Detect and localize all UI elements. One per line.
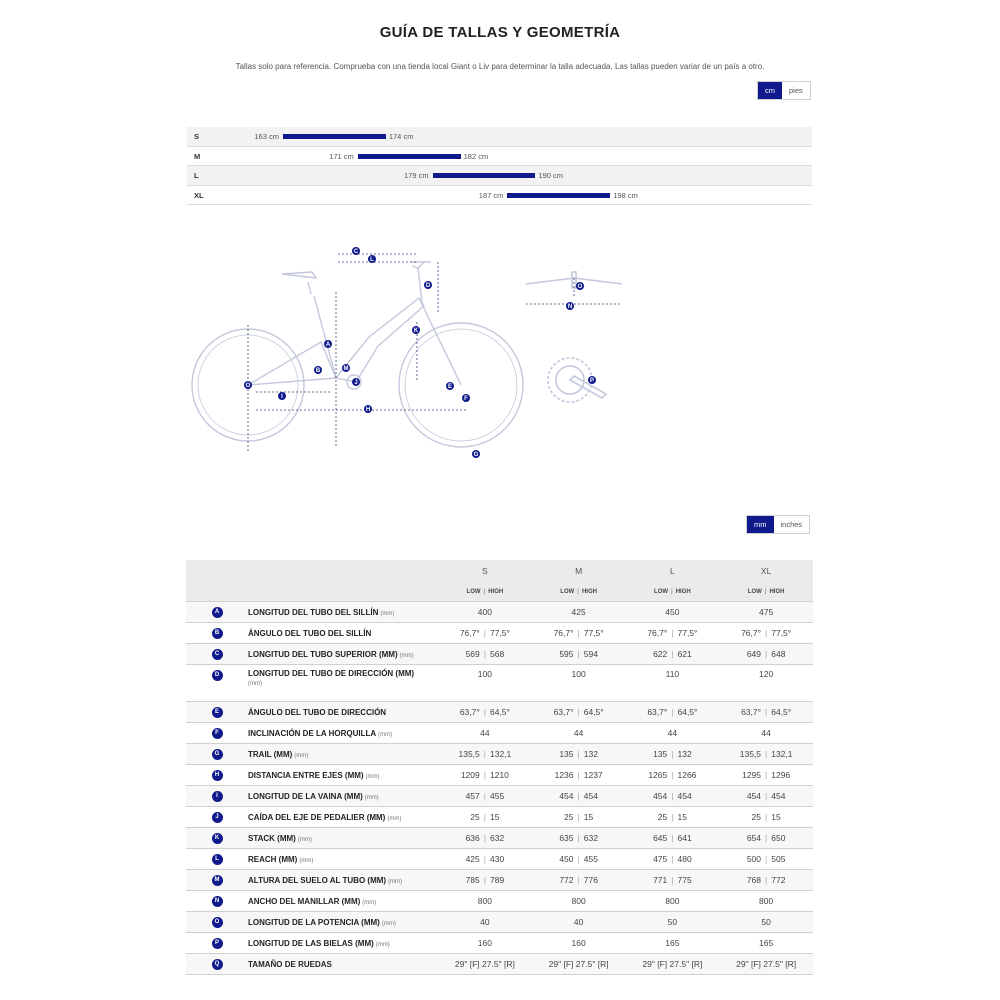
row-label: ALTURA DEL SUELO AL TUBO (MM) [248, 875, 387, 885]
value-cell: 649 | 648 [719, 644, 813, 665]
value-cell: 25 | 15 [626, 807, 720, 828]
row-letter-badge: D [212, 670, 223, 681]
row-label: TAMAÑO DE RUEDAS [248, 959, 332, 969]
height-min-label: 163 cm [254, 132, 279, 141]
value-cell: 654 | 650 [719, 828, 813, 849]
row-label: TRAIL (MM) [248, 749, 293, 759]
geometry-row [186, 891, 813, 912]
svg-text:A: A [325, 342, 331, 348]
value-cell: 135,5 | 132,1 [438, 744, 532, 765]
high-value: 132 [677, 749, 692, 759]
height-size-label: XL [194, 190, 204, 200]
geometry-row [186, 786, 813, 807]
value-cell: 454 | 454 [532, 786, 626, 807]
row-letter-badge: C [212, 649, 223, 660]
geometry-row [186, 870, 813, 891]
value-cell: 771 | 775 [626, 870, 720, 891]
value-cell: 1209 | 1210 [438, 765, 532, 786]
geometry-row [186, 933, 813, 954]
value-cell: 29" [F] 27.5" [R] [438, 954, 532, 975]
height-range-row [187, 186, 812, 206]
value-cell: 450 [626, 602, 720, 623]
row-letter-badge: K [212, 833, 223, 844]
geometry-row [186, 849, 813, 870]
height-max-label: 198 cm [613, 190, 638, 200]
height-range-bar [283, 134, 386, 139]
value-cell: 50 [719, 912, 813, 933]
marker-d [424, 281, 432, 289]
svg-text:B: B [315, 368, 321, 374]
marker-b [314, 366, 322, 374]
value-cell: 120 [719, 665, 813, 702]
value-cell: 165 [719, 933, 813, 954]
row-label: LONGITUD DE LAS BIELAS (MM) [248, 938, 374, 948]
height-range-bar [358, 154, 461, 159]
high-value: 430 [489, 854, 505, 864]
svg-text:L: L [370, 257, 374, 263]
high-value: 77,5° [489, 628, 510, 638]
svg-text:I: I [281, 394, 283, 400]
value-cell: 645 | 641 [626, 828, 720, 849]
row-unit: (mm) [365, 773, 380, 780]
row-unit: (mm) [388, 878, 403, 885]
low-value: 1295 [742, 770, 762, 780]
low-value: 649 [746, 649, 762, 659]
high-value: 455 [489, 791, 505, 801]
high-value: 64,5° [771, 707, 792, 717]
high-value: 632 [583, 833, 598, 843]
low-value: 645 [653, 833, 668, 843]
marker-o-stem [576, 282, 584, 290]
value-cell: 135 | 132 [626, 744, 720, 765]
unit-option-inches[interactable]: inches [774, 516, 810, 533]
value-cell: 110 [626, 665, 720, 702]
value-cell: 454 | 454 [626, 786, 720, 807]
marker-m [342, 364, 350, 372]
row-letter-badge: L [212, 854, 223, 865]
value-cell: 800 [438, 891, 532, 912]
value-cell: 160 [532, 933, 626, 954]
value-cell: 29" [F] 27.5" [R] [626, 954, 720, 975]
high-value: 132,1 [489, 749, 512, 759]
low-value: 25 [564, 812, 574, 822]
height-range-chart [187, 127, 812, 205]
value-cell: 29" [F] 27.5" [R] [532, 954, 626, 975]
marker-h [364, 405, 372, 413]
value-cell: 50 [626, 912, 720, 933]
geometry-row [186, 828, 813, 849]
value-cell: 100 [532, 665, 626, 702]
row-letter-badge: M [212, 875, 223, 886]
row-label: REACH (MM) [248, 854, 298, 864]
value-cell: 772 | 776 [532, 870, 626, 891]
size-header: L [626, 560, 720, 582]
value-cell: 29" [F] 27.5" [R] [719, 954, 813, 975]
high-value: 77,5° [771, 628, 792, 638]
value-cell: 569 | 568 [438, 644, 532, 665]
geometry-row [186, 602, 813, 623]
value-cell: 63,7° | 64,5° [438, 702, 532, 723]
size-header: S [438, 560, 532, 582]
marker-f [462, 394, 470, 402]
row-label: DISTANCIA ENTRE EJES (MM) [248, 770, 364, 780]
row-unit: (mm) [399, 652, 414, 659]
high-value: 64,5° [583, 707, 604, 717]
row-label: LONGITUD DEL TUBO DE DIRECCIÓN (MM) [248, 669, 415, 678]
value-cell: 63,7° | 64,5° [719, 702, 813, 723]
low-value: 76,7° [459, 628, 480, 638]
high-value: 632 [489, 833, 505, 843]
size-header: M [532, 560, 626, 582]
low-value: 135 [559, 749, 574, 759]
low-value: 76,7° [741, 628, 762, 638]
high-value: 775 [677, 875, 692, 885]
geometry-row [186, 807, 813, 828]
high-value: 621 [677, 649, 692, 659]
row-label: LONGITUD DE LA POTENCIA (MM) [248, 917, 380, 927]
value-cell: 76,7° | 77,5° [532, 623, 626, 644]
value-cell: 44 [532, 723, 626, 744]
low-high-label: LOW | HIGH [438, 582, 532, 602]
value-cell: 135 | 132 [532, 744, 626, 765]
low-value: 63,7° [459, 707, 480, 717]
value-cell: 25 | 15 [438, 807, 532, 828]
value-cell: 595 | 594 [532, 644, 626, 665]
svg-text:N: N [567, 304, 573, 310]
value-cell: 800 [532, 891, 626, 912]
value-cell: 76,7° | 77,5° [626, 623, 720, 644]
unit-option-mm[interactable]: mm [747, 516, 774, 533]
low-value: 785 [465, 875, 480, 885]
row-unit: (mm) [378, 731, 393, 738]
low-high-label: LOW | HIGH [532, 582, 626, 602]
value-cell: 1295 | 1296 [719, 765, 813, 786]
value-cell: 622 | 621 [626, 644, 720, 665]
high-value: 64,5° [489, 707, 510, 717]
marker-p [588, 376, 596, 384]
high-value: 1266 [677, 770, 697, 780]
value-cell: 1265 | 1266 [626, 765, 720, 786]
row-letter-badge: F [212, 728, 223, 739]
low-value: 500 [746, 854, 762, 864]
geometry-row [186, 744, 813, 765]
geometry-table [186, 560, 813, 975]
marker-g [472, 450, 480, 458]
row-letter-badge: A [212, 607, 223, 618]
high-value: 15 [583, 812, 594, 822]
value-cell: 40 [532, 912, 626, 933]
value-cell: 635 | 632 [532, 828, 626, 849]
low-value: 76,7° [553, 628, 574, 638]
value-cell: 425 | 430 [438, 849, 532, 870]
low-value: 595 [559, 649, 574, 659]
high-value: 454 [677, 791, 692, 801]
height-range-bar [433, 173, 536, 178]
high-value: 480 [677, 854, 692, 864]
svg-text:J: J [354, 380, 358, 386]
svg-text:K: K [413, 328, 419, 334]
value-cell: 800 [626, 891, 720, 912]
row-unit: (mm) [364, 794, 379, 801]
high-value: 1296 [771, 770, 791, 780]
geometry-row [186, 702, 813, 723]
value-cell: 400 [438, 602, 532, 623]
low-value: 1236 [554, 770, 574, 780]
row-letter-badge: P [212, 938, 223, 949]
low-value: 25 [751, 812, 762, 822]
row-letter-badge: I [212, 791, 223, 802]
geometry-row [186, 623, 813, 644]
high-value: 132,1 [771, 749, 793, 759]
high-value: 648 [771, 649, 786, 659]
svg-text:M: M [343, 366, 349, 372]
low-high-label: LOW | HIGH [719, 582, 813, 602]
high-value: 650 [771, 833, 786, 843]
svg-text:O: O [577, 284, 583, 290]
high-value: 15 [771, 812, 781, 822]
page-subtitle: Tallas solo para referencia. Comprueba con una tienda local Giant o Liv para determinar la talla adecuada. Las tallas pueden variar de un país a otro. [235, 62, 765, 71]
row-unit: (mm) [375, 941, 390, 948]
row-label: STACK (MM) [248, 833, 296, 843]
row-unit: (mm) [297, 836, 312, 843]
marker-l [368, 255, 376, 263]
low-value: 63,7° [741, 707, 762, 717]
marker-o [244, 381, 252, 389]
geometry-row [186, 912, 813, 933]
height-size-label: S [194, 132, 200, 141]
value-cell: 63,7° | 64,5° [532, 702, 626, 723]
svg-text:O: O [245, 383, 251, 389]
low-value: 768 [746, 875, 762, 885]
row-unit: (mm) [387, 815, 402, 822]
value-cell: 76,7° | 77,5° [719, 623, 813, 644]
row-label: CAÍDA DEL EJE DE PEDALIER (MM) [248, 812, 386, 822]
value-cell: 500 | 505 [719, 849, 813, 870]
svg-text:P: P [589, 378, 595, 384]
low-value: 771 [653, 875, 668, 885]
value-cell: 1236 | 1237 [532, 765, 626, 786]
value-cell: 25 | 15 [719, 807, 813, 828]
high-value: 789 [489, 875, 505, 885]
row-letter-badge: G [212, 749, 223, 760]
size-header-row [186, 560, 813, 582]
row-unit: (mm) [294, 752, 309, 759]
value-cell: 63,7° | 64,5° [626, 702, 720, 723]
height-min-label: 179 cm [403, 171, 429, 180]
row-letter-badge: O [212, 917, 223, 928]
height-range-row [187, 166, 812, 186]
row-letter-badge: E [212, 707, 223, 718]
unit-option-cm[interactable]: cm [758, 82, 782, 99]
value-cell: 135,5 | 132,1 [719, 744, 813, 765]
height-size-label: M [194, 151, 201, 161]
value-cell: 40 [438, 912, 532, 933]
low-value: 135,5 [458, 749, 480, 759]
geometry-row [186, 665, 813, 702]
low-high-header-row [186, 582, 813, 602]
low-value: 135,5 [739, 749, 762, 759]
low-value: 454 [559, 791, 574, 801]
row-label: INCLINACIÓN DE LA HORQUILLA [248, 728, 377, 738]
low-value: 475 [653, 854, 668, 864]
high-value: 455 [583, 854, 598, 864]
high-value: 776 [583, 875, 598, 885]
height-max-label: 174 cm [388, 132, 414, 141]
low-value: 450 [559, 854, 574, 864]
value-cell: 457 | 455 [438, 786, 532, 807]
low-value: 772 [559, 875, 574, 885]
low-value: 1209 [460, 770, 480, 780]
row-label: LONGITUD DEL TUBO DEL SILLÍN [248, 607, 379, 617]
row-unit: (mm) [299, 857, 314, 864]
geometry-row [186, 644, 813, 665]
high-value: 132 [583, 749, 598, 759]
marker-k [412, 326, 420, 334]
height-max-label: 182 cm [463, 151, 489, 161]
row-label: ANCHO DEL MANILLAR (MM) [248, 896, 361, 906]
svg-text:H: H [365, 407, 371, 413]
value-cell: 100 [438, 665, 532, 702]
height-range-row [187, 147, 812, 167]
low-value: 135 [653, 749, 668, 759]
geometry-row [186, 765, 813, 786]
crank-diagram [540, 350, 615, 415]
value-cell: 768 | 772 [719, 870, 813, 891]
height-unit-toggle[interactable] [757, 81, 811, 100]
row-letter-badge: Q [212, 959, 223, 970]
row-label: ÁNGULO DEL TUBO DE DIRECCIÓN [248, 707, 387, 717]
size-header: XL [719, 560, 813, 582]
high-value: 64,5° [677, 707, 698, 717]
low-value: 25 [657, 812, 668, 822]
value-cell: 44 [438, 723, 532, 744]
marker-i [278, 392, 286, 400]
high-value: 641 [677, 833, 692, 843]
value-cell: 160 [438, 933, 532, 954]
marker-c [352, 247, 360, 255]
high-value: 454 [771, 791, 786, 801]
high-value: 1237 [583, 770, 603, 780]
value-cell: 44 [719, 723, 813, 744]
low-value: 63,7° [647, 707, 668, 717]
row-letter-badge: J [212, 812, 223, 823]
low-value: 636 [465, 833, 480, 843]
low-high-label: LOW | HIGH [626, 582, 720, 602]
row-label: ÁNGULO DEL TUBO DEL SILLÍN [248, 628, 372, 638]
row-unit: (mm) [380, 610, 395, 617]
row-label: LONGITUD DEL TUBO SUPERIOR (MM) [248, 649, 398, 659]
value-cell: 785 | 789 [438, 870, 532, 891]
svg-text:C: C [353, 249, 359, 255]
height-size-label: L [194, 171, 199, 180]
geometry-unit-toggle[interactable] [746, 515, 810, 534]
height-range-row [187, 127, 812, 147]
row-unit: (mm) [381, 920, 396, 927]
low-value: 25 [470, 812, 480, 822]
low-value: 569 [465, 649, 480, 659]
low-value: 622 [653, 649, 668, 659]
high-value: 454 [583, 791, 598, 801]
high-value: 505 [771, 854, 786, 864]
svg-text:D: D [425, 283, 431, 289]
low-value: 63,7° [553, 707, 574, 717]
low-value: 635 [559, 833, 574, 843]
high-value: 1210 [489, 770, 509, 780]
high-value: 77,5° [677, 628, 698, 638]
marker-j [352, 378, 360, 386]
height-min-label: 187 cm [478, 190, 504, 200]
handlebar-diagram [518, 262, 628, 317]
high-value: 15 [677, 812, 687, 822]
marker-e [446, 382, 454, 390]
low-value: 425 [465, 854, 480, 864]
value-cell: 425 [532, 602, 626, 623]
value-cell: 454 | 454 [719, 786, 813, 807]
height-max-label: 190 cm [538, 171, 564, 180]
value-cell: 475 [719, 602, 813, 623]
high-value: 15 [489, 812, 500, 822]
low-value: 457 [465, 791, 480, 801]
value-cell: 636 | 632 [438, 828, 532, 849]
value-cell: 450 | 455 [532, 849, 626, 870]
geometry-row [186, 954, 813, 975]
value-cell: 76,7° | 77,5° [438, 623, 532, 644]
row-unit: (mm) [248, 681, 262, 687]
page-title: GUÍA DE TALLAS Y GEOMETRÍA [379, 24, 621, 41]
unit-option-pies[interactable]: pies [782, 82, 810, 99]
low-value: 1265 [648, 770, 668, 780]
low-value: 654 [746, 833, 762, 843]
svg-text:F: F [464, 396, 468, 402]
value-cell: 44 [626, 723, 720, 744]
svg-text:G: G [473, 452, 479, 458]
low-value: 76,7° [647, 628, 668, 638]
low-value: 454 [746, 791, 762, 801]
marker-a [324, 340, 332, 348]
row-unit: (mm) [362, 899, 377, 906]
row-label: LONGITUD DE LA VAINA (MM) [248, 791, 363, 801]
low-value: 454 [653, 791, 668, 801]
row-letter-badge: H [212, 770, 223, 781]
geometry-row [186, 723, 813, 744]
high-value: 568 [489, 649, 505, 659]
value-cell: 475 | 480 [626, 849, 720, 870]
marker-n [566, 302, 574, 310]
value-cell: 25 | 15 [532, 807, 626, 828]
bike-geometry-diagram [186, 232, 531, 467]
row-letter-badge: B [212, 628, 223, 639]
value-cell: 800 [719, 891, 813, 912]
value-cell: 165 [626, 933, 720, 954]
high-value: 77,5° [583, 628, 604, 638]
height-min-label: 171 cm [329, 151, 354, 161]
high-value: 594 [583, 649, 598, 659]
row-letter-badge: N [212, 896, 223, 907]
svg-text:E: E [447, 384, 453, 390]
high-value: 772 [771, 875, 786, 885]
height-range-bar [507, 193, 610, 198]
